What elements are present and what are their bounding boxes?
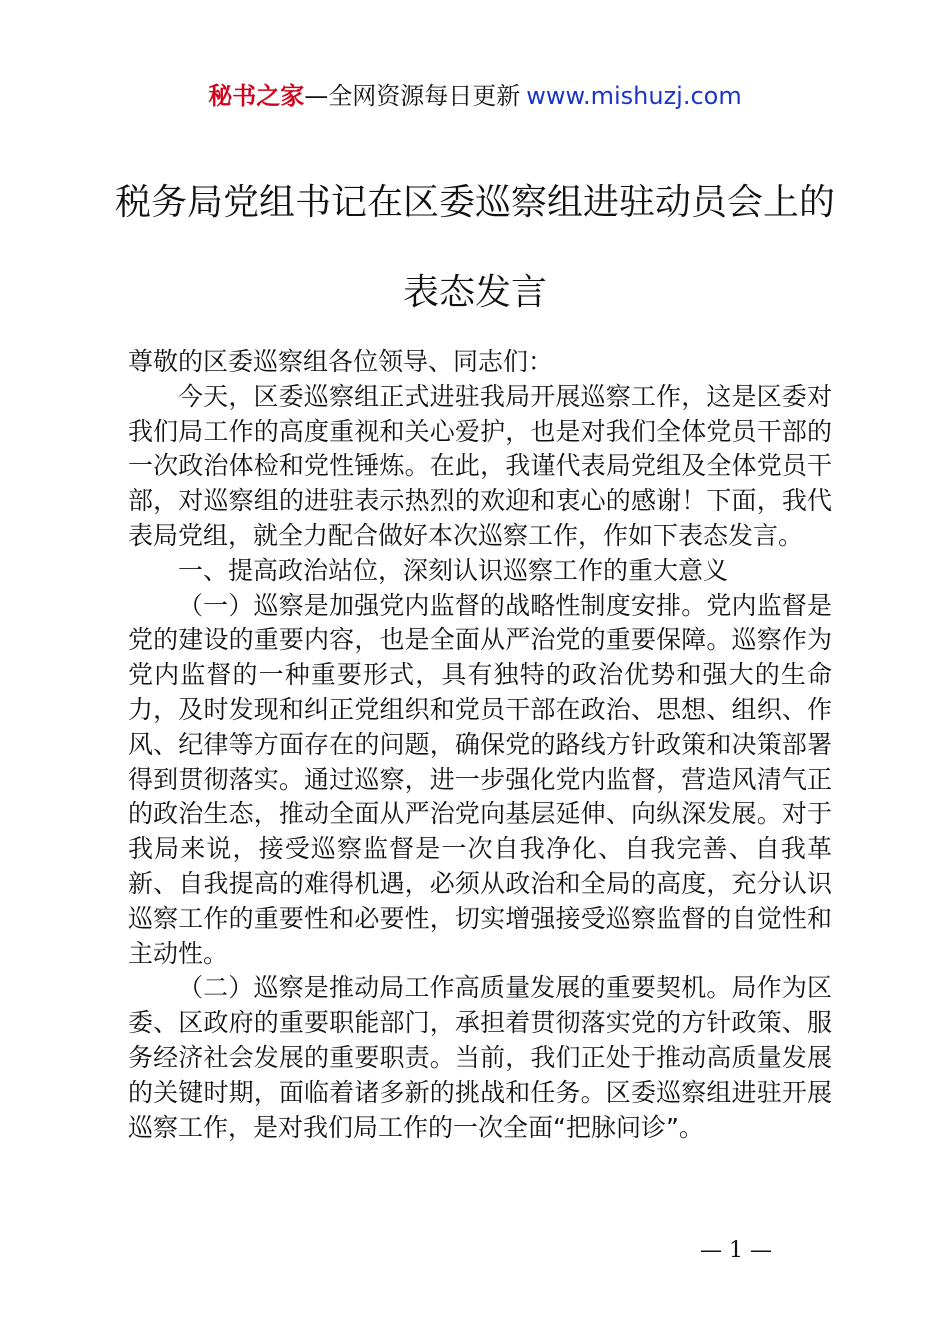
paragraph-1: （一）巡察是加强党内监督的战略性制度安排。党内监督是党的建设的重要内容，也是全面从严治党的重要保障。巡察作为党内监督的一种重要形式，具有独特的政治优势和强大的生命力，及时发现和纠正党组织和党员干部在政治、思想、组织、作风、纪律等方面存在的问题，确保党的路线方针政策和决策部署得到贯彻落实。通过巡察，进一步强化党内监督，营造风清气正的政治生态，推动全面从严治党向基层延伸、向纵深发展。对于我局来说，接受巡察监督是一次自我净化、自我完善、自我革新、自我提高的难得机遇，必须从政治和全局的高度，充分认识巡察工作的重要性和必要性，切实增强接受巡察监督的自觉性和主动性。 bbox=[128, 590, 832, 968]
salutation: 尊敬的区委巡察组各位领导、同志们： bbox=[128, 347, 554, 376]
banner-tagline: —全网资源每日更新 bbox=[304, 82, 521, 110]
document-title bbox=[60, 158, 890, 338]
document-body bbox=[128, 345, 832, 1145]
title-line-1: 税务局党组书记在区委巡察组进驻动员会上的 bbox=[114, 182, 835, 223]
title-line-2: 表态发言 bbox=[402, 272, 547, 313]
banner-url-link[interactable]: www.mishuzj.com bbox=[526, 82, 742, 110]
banner-brand: 秘书之家 bbox=[208, 82, 305, 110]
paragraph-2: （二）巡察是推动局工作高质量发展的重要契机。局作为区委、区政府的重要职能部门，承担着贯彻落实党的方针政策、服务经济社会发展的重要职责。当前，我们正处于推动高质量发展的关键时期，面临着诸多新的挑战和任务。区委巡察组进驻开展巡察工作，是对我们局工作的一次全面“把脉问诊”。 bbox=[128, 973, 832, 1142]
section-heading-1: 一、提高政治站位，深刻认识巡察工作的重大意义 bbox=[178, 555, 729, 585]
site-banner bbox=[0, 80, 950, 112]
intro-paragraph: 今天，区委巡察组正式进驻我局开展巡察工作，这是区委对我们局工作的高度重视和关心爱护，也是对我们全体党员干部的一次政治体检和党性锤炼。在此，我谨代表局党组及全体党员干部，对巡察组的进驻表示热烈的欢迎和衷心的感谢！下面，我代表局党组，就全力配合做好本次巡察工作，作如下表态发言。 bbox=[128, 381, 832, 550]
page-number: — 1 — bbox=[700, 1238, 772, 1263]
